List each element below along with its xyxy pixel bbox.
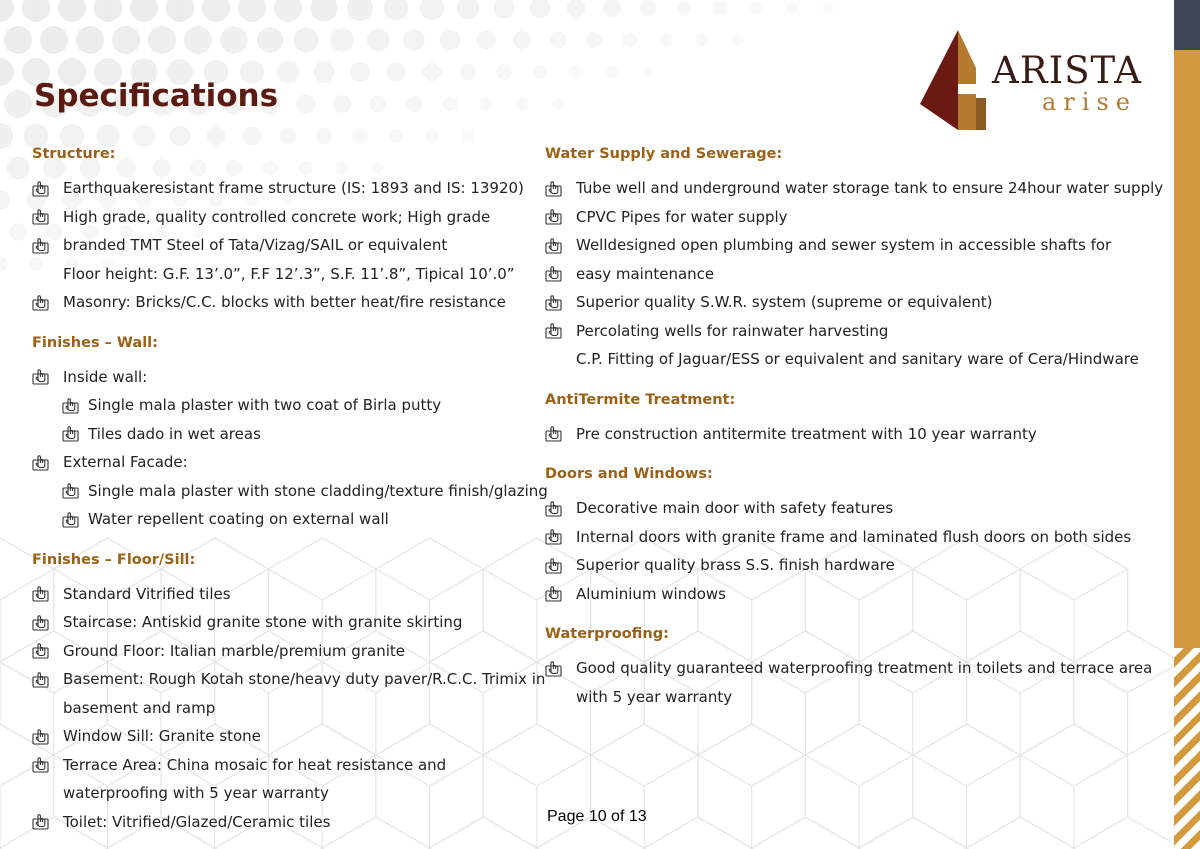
list-item: Tube well and underground water storage tank to ensure 24hour water supply xyxy=(545,174,1145,203)
list-item: easy maintenance xyxy=(545,260,1145,289)
heading-structure: Structure: xyxy=(32,146,116,162)
list-subitem: Single mala plaster with stone cladding/texture finish/glazing xyxy=(32,477,532,506)
hand-pointer-icon xyxy=(62,391,88,420)
list-item: Superior quality brass S.S. finish hardware xyxy=(545,551,1145,580)
hand-pointer-icon xyxy=(32,580,63,609)
list-item-continuation: with 5 year warranty xyxy=(576,687,733,706)
hand-pointer-icon xyxy=(62,420,88,449)
list-item-continuation: basement and ramp xyxy=(63,698,216,717)
hand-pointer-icon xyxy=(32,288,63,317)
list-structure xyxy=(32,174,532,317)
page-title: Specifications xyxy=(34,78,279,114)
hand-pointer-icon xyxy=(32,231,63,260)
hand-pointer-icon xyxy=(32,665,63,694)
hand-pointer-icon xyxy=(62,505,88,534)
list-finishes-floor xyxy=(32,580,546,837)
hand-pointer-icon xyxy=(545,523,576,552)
list-item: Standard Vitrified tiles xyxy=(32,580,532,609)
hand-pointer-icon xyxy=(545,420,576,449)
hand-pointer-icon xyxy=(545,654,576,683)
section-finishes-floor xyxy=(32,546,546,837)
hand-pointer-icon xyxy=(545,203,576,232)
hand-pointer-icon xyxy=(32,448,63,477)
list-item-continuation: Floor height: G.F. 13’.0”, F.F 12’.3”, S.F. 11’.8”, Tipical 10’.0” xyxy=(63,264,515,283)
list-item: Masonry: Bricks/C.C. blocks with better heat/fire resistance xyxy=(32,288,532,317)
list-item: Window Sill: Granite stone xyxy=(32,722,532,751)
hand-pointer-icon xyxy=(545,317,576,346)
right-edge-hatch xyxy=(1174,648,1200,849)
hand-pointer-icon xyxy=(545,231,576,260)
section-waterproofing xyxy=(545,620,1153,711)
heading-finishes-wall: Finishes – Wall: xyxy=(32,334,158,351)
arista-logo xyxy=(920,28,1138,132)
list-item: Welldesigned open plumbing and sewer system in accessible shafts for xyxy=(545,231,1145,260)
list-doors-windows xyxy=(545,494,1145,608)
list-item-continuation: C.P. Fitting of Jaguar/ESS or equivalent and sanitary ware of Cera/Hindware xyxy=(576,350,1139,368)
list-item: Terrace Area: China mosaic for heat resistance and xyxy=(32,751,532,780)
list-item: Inside wall: xyxy=(32,363,532,392)
list-item: Earthquakeresistant frame structure (IS: 1893 and IS: 13920) xyxy=(32,174,532,203)
list-finishes-wall xyxy=(32,363,548,534)
list-item: Superior quality S.W.R. system (supreme or equivalent) xyxy=(545,288,1145,317)
hand-pointer-icon xyxy=(32,751,63,780)
list-anti-termite xyxy=(545,420,1145,449)
list-subitem: Single mala plaster with two coat of Birla putty xyxy=(32,391,532,420)
list-item-continuation: waterproofing with 5 year warranty xyxy=(63,784,329,802)
list-item: Basement: Rough Kotah stone/heavy duty paver/R.C.C. Trimix in xyxy=(32,665,532,694)
section-structure xyxy=(32,140,532,317)
hand-pointer-icon xyxy=(62,477,88,506)
section-anti-termite xyxy=(545,386,1145,449)
hand-pointer-icon xyxy=(545,580,576,609)
heading-anti-termite: AntiTermite Treatment: xyxy=(545,391,736,408)
list-item: Ground Floor: Italian marble/premium granite xyxy=(32,637,532,666)
list-waterproofing xyxy=(545,654,1153,711)
heading-finishes-floor: Finishes – Floor/Sill: xyxy=(32,551,196,568)
hand-pointer-icon xyxy=(545,174,576,203)
list-item: CPVC Pipes for water supply xyxy=(545,203,1145,232)
list-subitem: Water repellent coating on external wall xyxy=(32,505,532,534)
list-item: High grade, quality controlled concrete work; High grade xyxy=(32,203,532,232)
list-item: branded TMT Steel of Tata/Vizag/SAIL or equivalent xyxy=(32,231,532,260)
list-item: Internal doors with granite frame and laminated flush doors on both sides xyxy=(545,523,1145,552)
section-water-supply xyxy=(545,140,1164,374)
list-item: Staircase: Antiskid granite stone with granite skirting xyxy=(32,608,532,637)
hand-pointer-icon xyxy=(545,494,576,523)
hand-pointer-icon xyxy=(32,722,63,751)
brand-tagline: arise xyxy=(1042,88,1137,116)
heading-doors-windows: Doors and Windows: xyxy=(545,466,713,482)
right-edge-navy-block xyxy=(1174,0,1200,50)
hand-pointer-icon xyxy=(32,808,63,837)
section-doors-windows xyxy=(545,460,1145,608)
hand-pointer-icon xyxy=(32,203,63,232)
hand-pointer-icon xyxy=(32,637,63,666)
hand-pointer-icon xyxy=(32,608,63,637)
hand-pointer-icon xyxy=(32,363,63,392)
list-item: Aluminium windows xyxy=(545,580,1145,609)
page-number: Page 10 of 13 xyxy=(547,808,647,825)
hand-pointer-icon xyxy=(545,260,576,289)
list-item: Pre construction antitermite treatment with 10 year warranty xyxy=(545,420,1145,449)
hand-pointer-icon xyxy=(545,551,576,580)
heading-water-supply: Water Supply and Sewerage: xyxy=(545,146,783,162)
list-subitem: Tiles dado in wet areas xyxy=(32,420,532,449)
hand-pointer-icon xyxy=(545,288,576,317)
right-column xyxy=(545,140,1164,723)
list-item: Good quality guaranteed waterproofing treatment in toilets and terrace area xyxy=(545,654,1145,683)
list-item: Decorative main door with safety features xyxy=(545,494,1145,523)
list-item: Percolating wells for rainwater harvesting xyxy=(545,317,1145,346)
heading-waterproofing: Waterproofing: xyxy=(545,626,669,642)
list-water-supply xyxy=(545,174,1164,374)
section-finishes-wall xyxy=(32,329,548,534)
list-item: Toilet: Vitrified/Glazed/Ceramic tiles xyxy=(32,808,532,837)
brand-name: ARISTA xyxy=(992,49,1142,92)
list-item: External Facade: xyxy=(32,448,532,477)
hand-pointer-icon xyxy=(32,174,63,203)
left-column xyxy=(32,140,548,848)
